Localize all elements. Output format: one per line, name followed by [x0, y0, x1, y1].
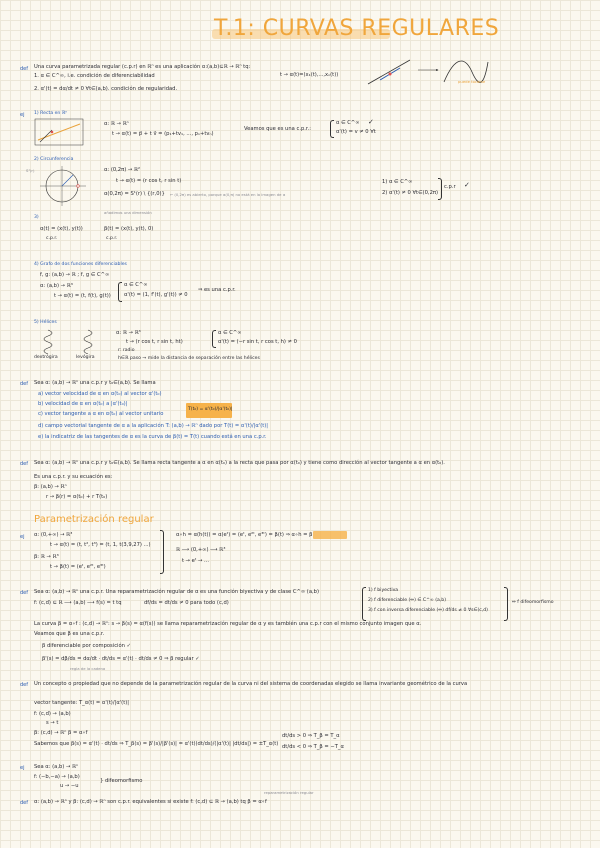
def4-brace-r: [504, 587, 508, 621]
ej3-f: f: (−b,−a) → (a,b): [34, 774, 80, 780]
def5-vt: vector tangente: T_α(t) = α'(t)/|α'(t)|: [34, 700, 130, 706]
recta-heading: 1) Recta en ℝⁿ: [34, 111, 68, 116]
item3-note: añadimos una dimensión: [104, 210, 152, 215]
def-label-6: def: [20, 800, 29, 806]
helices-c2: α'(t) = (−r sin t, r cos t, h) ≠ 0: [218, 339, 297, 345]
ej2-beta-map: β: ℝ → ℝ³: [34, 554, 59, 560]
def1-cond1: 1. α ∈ C^∞, i.e. condición de diferenciabilidad: [34, 73, 155, 79]
def4-c1: 1) f biyectiva: [368, 588, 399, 593]
def2-e: e) la indicatriz de las tangentes de α es la curva de β(t) = T(t) cuando está en una c.p.r.: [38, 434, 267, 440]
circle-label: S¹(r): [26, 168, 35, 173]
circ-c1: 1) α ∈ C^∞: [382, 179, 413, 185]
helices-def: t → (r cos t, r sin t, ht): [126, 339, 183, 345]
def1-map: t → α(t)=(x₁(t),...,xₙ(t)): [280, 72, 339, 78]
def6-note: reparametrización regular: [264, 790, 314, 795]
helices-c1: α ∈ C^∞: [218, 330, 242, 336]
recta-def: t → α(t) = p⃗ + t v⃗ = (p₁+tv₁, ..., pₙ+tvₙ): [112, 131, 214, 137]
def1-text: Una curva parametrizada regular (c.p.r) en ℝⁿ es una aplicación α:(a,b)⊆ℝ → ℝⁿ tq:: [34, 64, 251, 70]
recta-check: Veamos que es una c.p.r.:: [244, 126, 311, 132]
sidenote: regla de la cadena: [70, 666, 106, 671]
def4-deriv: df/ds = dt/ds ≠ 0 para todo (c,d): [144, 600, 229, 606]
tangent-figure: [360, 52, 490, 92]
def5-pos: dt/ds > 0 ⇒ T_β = T_α: [282, 733, 340, 739]
def2-a: a) vector velocidad de α en α(t₀) al vector α'(t₀): [38, 391, 162, 397]
helices-radio: r: radio: [118, 348, 135, 353]
def4-curve: La curva β = α∘f : (c,d) → ℝⁿ: s → β(s) = α(f(s)) se llama reparametrización regular de α y es también una c.p.r con el mismo conjunto imagen que α.: [34, 621, 422, 627]
def5-text: Un concepto o propiedad que no depende de la parametrización regular de la curva ni del sistema de coordenadas elegido se llama invariante geométrico de la curva: [34, 681, 468, 687]
ej3-alpha: Sea α: (a,b) → ℝⁿ: [34, 764, 79, 770]
compose-box: [313, 531, 347, 539]
def2-c: c) vector tangente a α en α(t₀) al vector unitario: [38, 411, 164, 417]
ej3-difeo: } difeomorfismo: [100, 778, 143, 784]
helices-heading: 5) Hélices: [34, 320, 57, 325]
circ-cpr: c.p.r: [444, 184, 456, 190]
check-mark: ✓: [368, 118, 374, 126]
item3-cpr2: c.p.r.: [106, 236, 118, 241]
item3-cpr1: c.p.r.: [46, 236, 58, 241]
def2-T: T(t₀) = α'(t₀)/|α'(t₀)|: [188, 407, 233, 412]
ej-label-3: ej: [20, 765, 25, 771]
def3-eq: Es una c.p.r. y su ecuación es:: [34, 474, 113, 480]
check-mark-2: ✓: [464, 181, 470, 189]
item3-num: 3): [34, 215, 39, 220]
grafo-heading: 4) Grafo de dos funciones diferenciables: [34, 262, 127, 267]
figure-caption: puede tocarse: [458, 79, 486, 84]
grafo-def: t → α(t) = (t, f(t), g(t)): [54, 293, 111, 299]
def4-diff: β diferenciable por composición ✓: [42, 643, 131, 649]
def-label-3: def: [20, 461, 29, 467]
ej3-u: u → −u: [60, 783, 79, 789]
circ-brace: [438, 178, 442, 200]
def4-brace: [362, 587, 366, 621]
def-label-4: def: [20, 590, 29, 596]
def5-beta: β: (c,d) → ℝⁿ β = α∘f: [34, 730, 88, 736]
recta-brace: [330, 120, 334, 138]
section-title: Parametrización regular: [34, 514, 154, 525]
grafo-fg: f, g: (a,b) → ℝ ; f, g ∈ C^∞: [40, 272, 110, 278]
circ-note: ← (0,2π) es abierto, porque α(0,π) no está en la imagen de α: [170, 192, 286, 197]
def3-text: Sea α: (a,b) → ℝⁿ una c.p.r y t₀∈(a,b). Se llama recta tangente a α en α(t₀) a la recta que pasa por α(t₀) y tiene como dirección al vector tangente a α en α(t₀).: [34, 460, 445, 466]
def2-intro: Sea α: (a,b) → ℝⁿ una c.p.r y t₀∈(a,b). Se llama: [34, 380, 156, 386]
ej2-alpha-def: t → α(t) = (t, t², t³) = (t, 1, t(3,9,27) ...): [50, 542, 151, 548]
ej2-diagram: ℝ ⟶ (0,+∞) ⟶ ℝ³: [176, 547, 226, 553]
dextrogira: dextrógira: [34, 355, 58, 360]
recta-c2: α'(t) = v ≠ 0 ∀t: [336, 129, 376, 135]
def4-text: Sea α: (a,b) → ℝⁿ una c.p.r. Una reparametrización regular de α es una función biyectiva y de clase C^∞ (a,b): [34, 589, 319, 595]
def5-st: s → t: [46, 720, 59, 726]
recta-map: α: ℝ → ℝⁿ: [104, 121, 129, 127]
circ-c2: 2) α'(t) ≠ 0 ∀t∈(0,2π): [382, 190, 439, 196]
grafo-map: α: (a,b) → ℝ³: [40, 283, 73, 289]
def1-cond2: 2. α'(t) = dα/dt ≠ 0 ∀t∈(a,b). condición de regularidad.: [34, 86, 178, 92]
item3-alpha: α(t) = (x(t), y(t)): [40, 226, 83, 232]
circ-def: t → α(t) = (r cos t, r sin t): [116, 178, 182, 184]
page-title: T.1: CURVAS REGULARES: [214, 16, 500, 41]
def4-veamos: Veamos que β es una c.p.r.: [34, 631, 105, 637]
levogira: levógira: [76, 355, 95, 360]
def2-b: b) velocidad de α en α(t₀) a |α'(t₀)|: [38, 401, 128, 407]
def2-d: d) campo vectorial tangente de α a la aplicación T: (a,b) → ℝⁿ dado por T(t) = α'(t)/|α'(t)|: [38, 423, 269, 429]
grafo-concl: ⇒ es una c.p.r.: [198, 287, 236, 293]
circle-figure: [40, 166, 88, 206]
def4-reg: β'(s) = dβ/ds = dα/dt · dt/ds = α'(t) · dt/ds ≠ 0 ⇒ β regular ✓: [42, 656, 200, 662]
def5-f: f: (c,d) → (a,b): [34, 711, 71, 717]
helices-map: α: ℝ → ℝ³: [116, 330, 141, 336]
ej2-diagram2: t → eᵗ → ...: [182, 558, 209, 564]
helices-paso: h∈ℝ paso → mide la distancia de separación entre las hélices: [118, 356, 260, 361]
grafo-brace: [118, 282, 122, 302]
grafo-c1: α ∈ C^∞: [124, 282, 148, 288]
circ-image: α(0,2π) = S¹(r) \ {(r,0)}: [104, 191, 165, 197]
def5-sabemos: Sabemos que β(s) = α'(t) · dt/ds ⇒ T_β(s) = β'(s)/|β'(s)| = α'(t)(dt/ds)/(|α'(t)| |dt/ds|) = ±T_α(t): [34, 741, 279, 747]
def4-c2: 2) f diferenciable (⇔) ∈ C^∞ (a,b): [368, 598, 446, 603]
def6-text: α: (a,b) → ℝⁿ y β: (c,d) → ℝⁿ son c.p.r. equivalentes si existe f: (c,d) ⊆ ℝ → (a,b) tq β = α∘f: [34, 799, 267, 805]
def4-c3: 3) f con inversa diferenciable (⇔) df/ds ≠ 0 ∀s∈(c,d): [368, 608, 488, 613]
circ-heading: 2) Circunferencia: [34, 157, 74, 162]
ej2-beta-def: t → β(t) = (eᵗ, e²ᵗ, e³ᵗ): [50, 564, 106, 570]
ej2-alpha-map: α: (0,+∞) → ℝ³: [34, 532, 73, 538]
def3-map: β: (a,b) → ℝⁿ: [34, 484, 67, 490]
def-label-1: def: [20, 66, 29, 72]
def4-difeo: ⇔ f difeomorfismo: [512, 600, 554, 605]
recta-c1: α ∈ C^∞: [336, 120, 360, 126]
def3-def: r → β(r) = α(t₀) + r T(t₀): [46, 494, 108, 500]
ej2-brace: [160, 530, 164, 574]
helices-brace: [212, 330, 216, 348]
ej-label-2: ej: [20, 534, 25, 540]
def5-neg: dt/ds < 0 ⇒ T_β = −T_α: [282, 744, 344, 750]
ej-label-1: ej: [20, 112, 25, 118]
circ-map: α: (0,2π) → ℝ²: [104, 167, 141, 173]
def-label-5: def: [20, 682, 29, 688]
grafo-c2: α'(t) = (1, f'(t), g'(t)) ≠ 0: [124, 292, 188, 298]
def4-f: f: (c,d) ⊆ ℝ ⟶ (a,b) ⟶ f(s) = t tq: [34, 600, 122, 606]
ej2-compose: α∘h = α(h(t)) = α(eᵗ) = (eᵗ, e²ᵗ, e³ᵗ) = β(t) ⇒ α∘h = β: [176, 532, 313, 538]
item3-beta: β(t) = (x(t), y(t), 0): [104, 226, 154, 232]
def-label-2: def: [20, 381, 29, 387]
helix-figure: [42, 328, 102, 354]
recta-figure: [34, 118, 84, 146]
